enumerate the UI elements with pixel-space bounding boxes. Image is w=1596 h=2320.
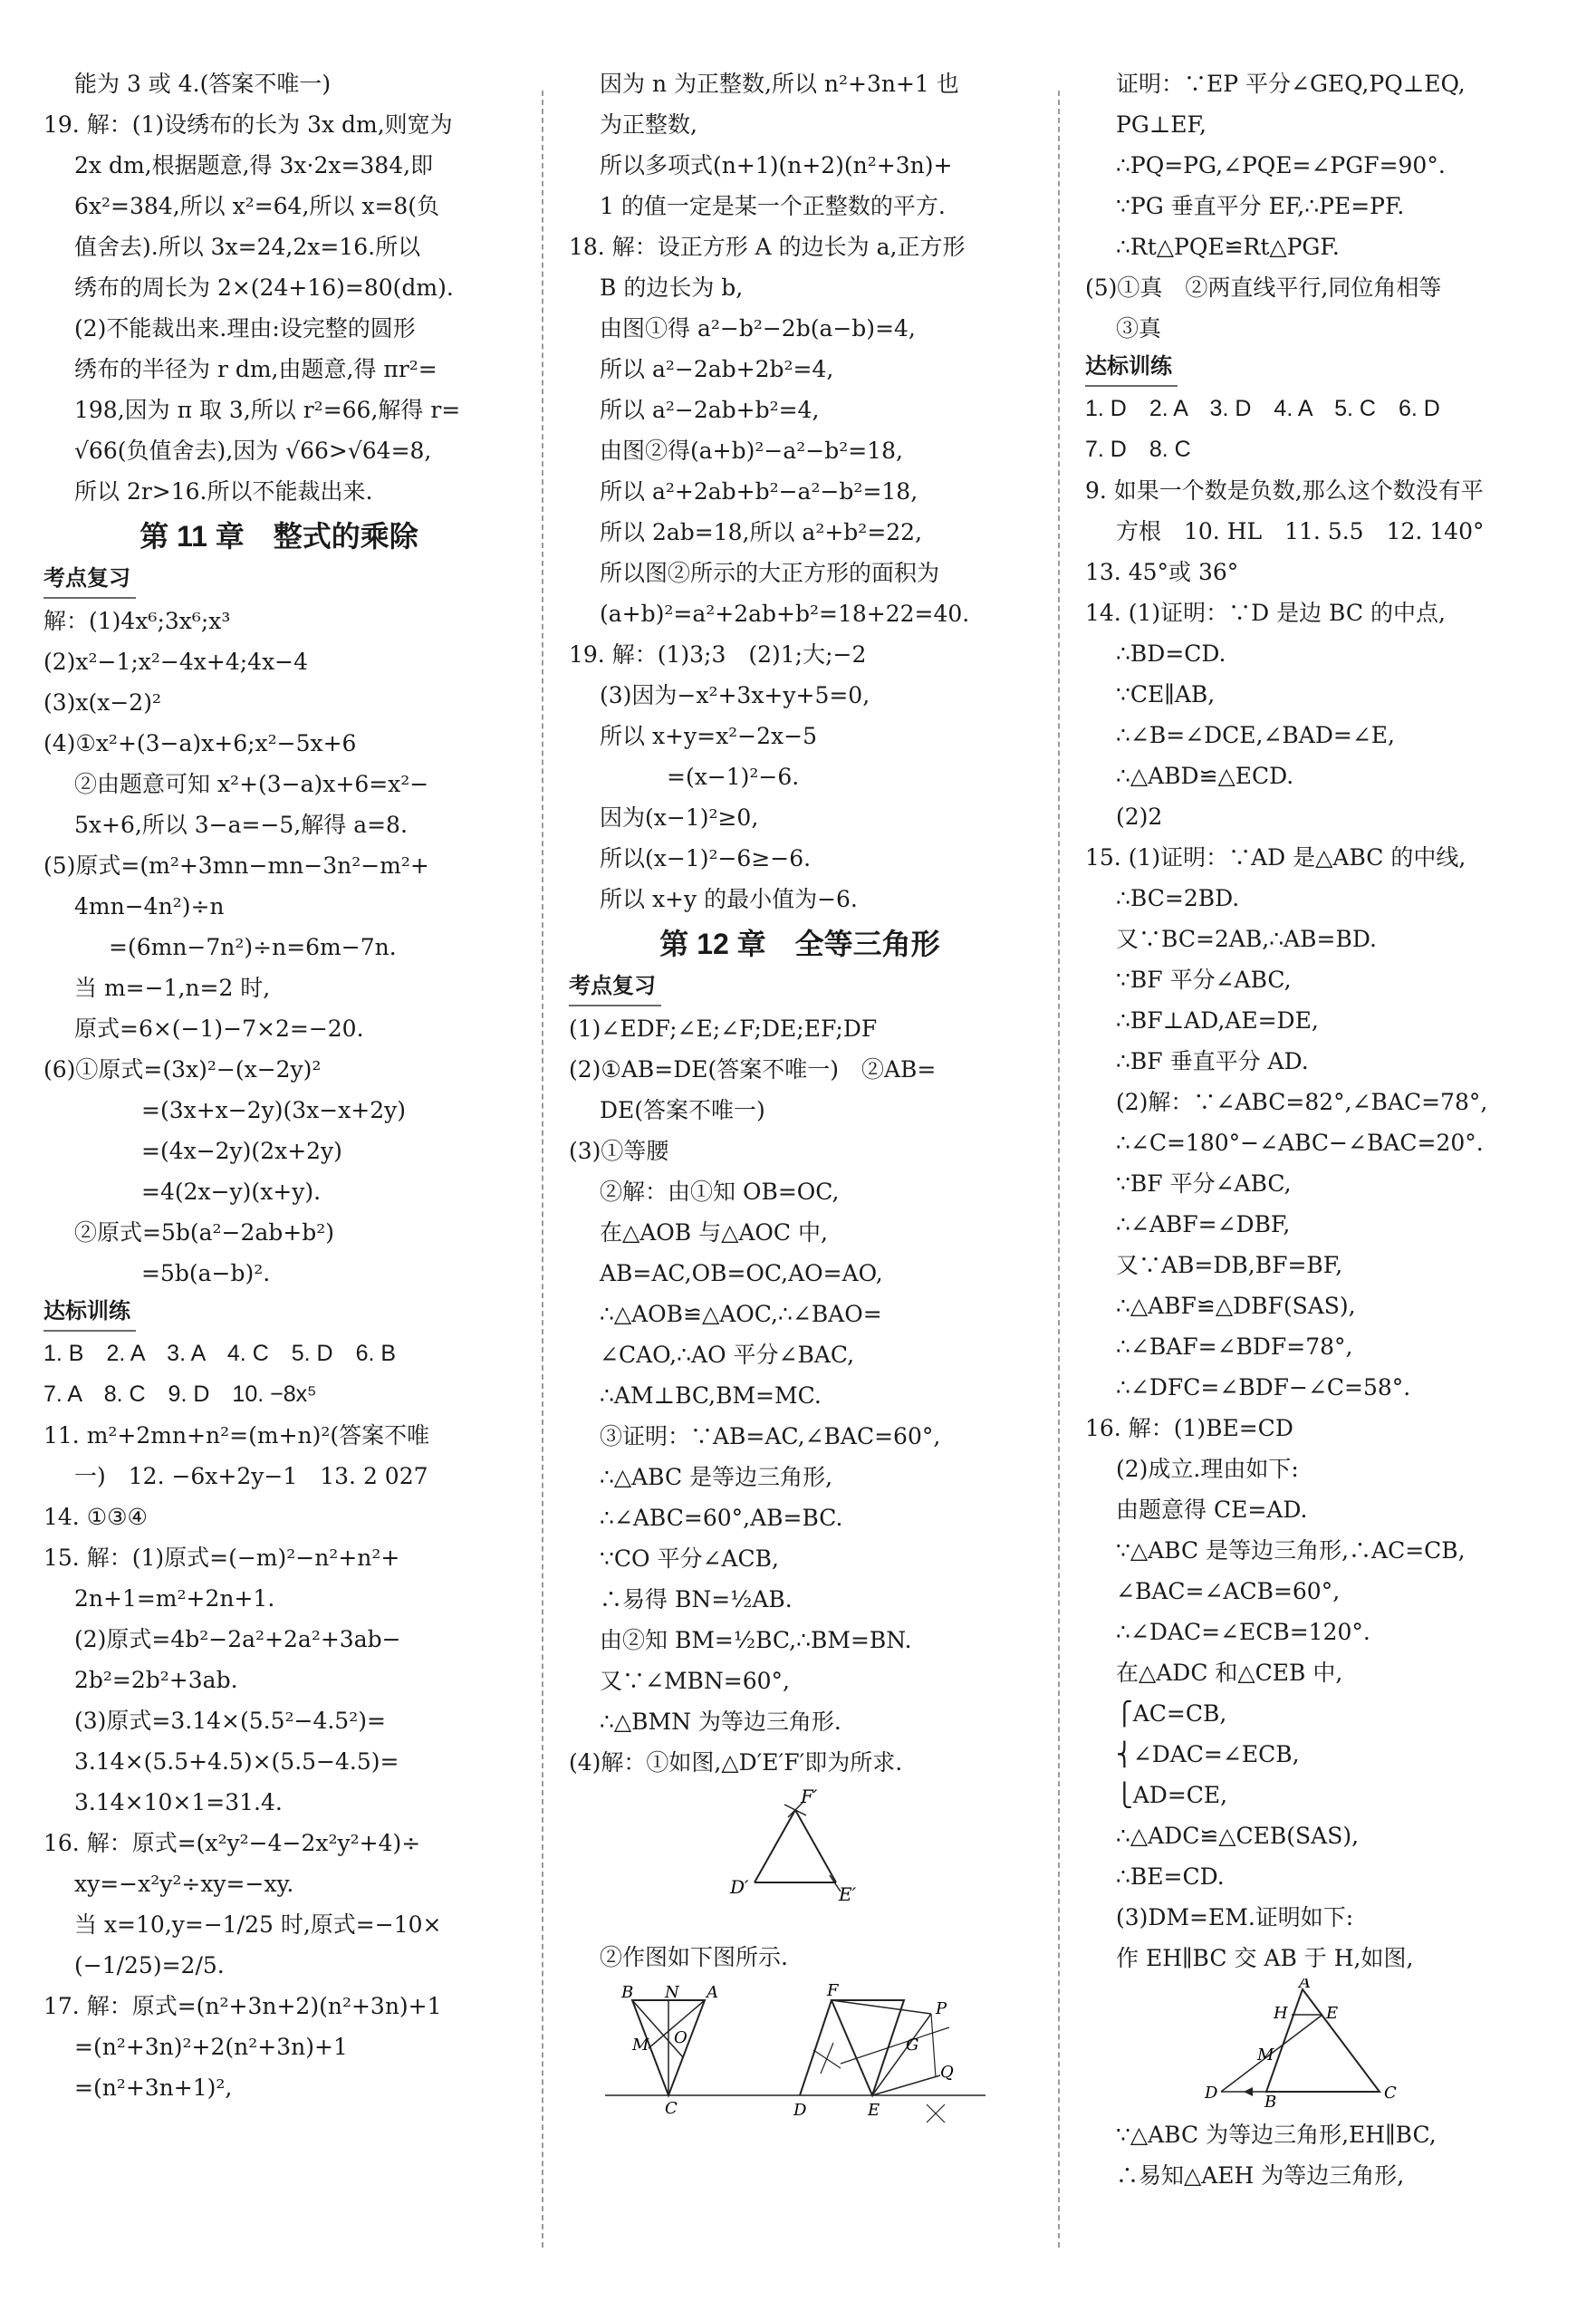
col1-line-24: (6)①原式=(3x)²−(x−2y)² <box>43 1056 322 1083</box>
col3-line-14: ∴BD=CD. <box>1116 640 1226 667</box>
col3-line-37: ∠BAC=∠ACB=60°, <box>1116 1578 1341 1604</box>
column-1 <box>43 63 514 2108</box>
col1-line-36: 15. 解：(1)原式=(−m)²−n²+n²+ <box>43 1545 400 1571</box>
col2-line-37: ∴易得 BN=½AB. <box>600 1586 793 1612</box>
col3-line-21: 又∵BC=2AB,∴AB=BD. <box>1116 926 1377 952</box>
col2-line-6: 由图①得 a²−b²−2b(a−b)=4, <box>600 315 916 342</box>
col2-line-40: ∴△BMN 为等边三角形. <box>600 1709 841 1735</box>
col2-line-3: 1 的值一定是某一个正整数的平方. <box>600 193 946 219</box>
col3-line-45: (3)DM=EM.证明如下: <box>1116 1904 1354 1930</box>
col1-line-23: 原式=6×(−1)−7×2=−20. <box>74 1016 364 1042</box>
col3-line-12: 13. 45°或 36° <box>1085 559 1239 585</box>
col1-line-22: 当 m=−1,n=2 时, <box>74 975 271 1001</box>
col2-line-8: 所以 a²−2ab+b²=4, <box>600 397 820 423</box>
col2-line-14: 19. 解：(1)3;3 (2)1;大;−2 <box>569 641 867 668</box>
label-m: M <box>632 2036 649 2055</box>
col2-line-36: ∵CO 平分∠ACB, <box>600 1545 779 1572</box>
column-2 <box>569 63 1031 2141</box>
col3-line-34: (2)成立.理由如下: <box>1116 1456 1299 1482</box>
label-e-prime: E′ <box>839 1883 857 1905</box>
col2-line-4: 18. 解：设正方形 A 的边长为 a,正方形 <box>569 234 966 260</box>
label-h-fig3: H <box>1274 2004 1288 2023</box>
col3-line-8: 1. D 2. A 3. D 4. A 5. C 6. D <box>1085 396 1440 421</box>
col3-line-13: 14. (1)证明：∵D 是边 BC 的中点, <box>1085 600 1446 626</box>
col1-line-20: 4mn−4n²)÷n <box>74 893 225 919</box>
figure-equilateral-extension <box>1085 1978 1565 2114</box>
column-divider-2 <box>1058 91 1060 2248</box>
col1-line-26: =(4x−2y)(2x+2y) <box>141 1138 342 1164</box>
col3-line-25: (2)解：∵∠ABC=82°,∠BAC=78°, <box>1116 1089 1488 1115</box>
col1-line-18: 5x+6,所以 3−a=−5,解得 a=8. <box>74 812 408 838</box>
col3-line-43: ∴△ADC≌△CEB(SAS), <box>1116 1823 1360 1849</box>
col1-line-35: 14. ①③④ <box>43 1504 148 1530</box>
col2-line-25: DE(答案不唯一) <box>600 1097 765 1123</box>
col3-line-42: ⎩AD=CE, <box>1116 1782 1228 1808</box>
col2-line-11: 所以 2ab=18,所以 a²+b²=22, <box>600 519 923 545</box>
col2-line-18: 因为(x−1)²≥0, <box>600 804 759 831</box>
col3-line-3: ∵PG 垂直平分 EF,∴PE=PF. <box>1116 193 1405 219</box>
col2-line-12: 所以图②所示的大正方形的面积为 <box>600 560 940 586</box>
col1-line-46: (−1/25)=2/5. <box>74 1952 225 1978</box>
col1-line-1: 19. 解：(1)设绣布的长为 3x dm,则宽为 <box>43 111 453 138</box>
col1-line-0: 能为 3 或 4.(答案不唯一) <box>74 71 332 97</box>
col3-line-28: ∴∠ABF=∠DBF, <box>1116 1211 1291 1237</box>
label-d-fig3: D <box>1205 2084 1218 2103</box>
col3-line-36: ∵△ABC 是等边三角形,∴AC=CB, <box>1116 1537 1466 1564</box>
figure-construction <box>569 1978 1031 2141</box>
col1-line-34: 一) 12. −6x+2y−1 13. 2 027 <box>74 1463 428 1489</box>
col2-line-16: 所以 x+y=x²−2x−5 <box>600 723 817 749</box>
column-3 <box>1085 63 1565 2196</box>
col2-line-5: B 的边长为 b, <box>600 274 744 301</box>
col1-line-32: 7. A 8. C 9. D 10. −8x⁵ <box>43 1381 317 1407</box>
label-g: G <box>906 2036 919 2055</box>
col1-line-31: 1. B 2. A 3. A 4. C 5. D 6. B <box>43 1341 397 1366</box>
col1-line-49: =(n²+3n+1)², <box>74 2075 233 2101</box>
col3-line-23: ∴BF⊥AD,AE=DE, <box>1116 1007 1319 1034</box>
col2-line-24: (2)①AB=DE(答案不唯一) ②AB= <box>569 1056 937 1083</box>
col3-line-32: ∴∠DFC=∠BDF−∠C=58°. <box>1116 1374 1411 1401</box>
col2-line-15: (3)因为−x²+3x+y+5=0, <box>600 682 870 708</box>
col3-line-19: 15. (1)证明：∵AD 是△ABC 的中线, <box>1085 844 1466 871</box>
col1-line-17: ②由题意可知 x²+(3−a)x+6=x²− <box>74 771 429 797</box>
col1-line-30: 达标训练 <box>43 1294 136 1332</box>
label-f: F <box>827 1981 839 2000</box>
col3-line-18: (2)2 <box>1116 804 1163 830</box>
col2-line-39: 又∵∠MBN=60°, <box>600 1668 790 1694</box>
col2-line-32: ∴AM⊥BC,BM=MC. <box>600 1382 822 1409</box>
col3-line-35: 由题意得 CE=AD. <box>1116 1497 1308 1523</box>
col1-line-19: (5)原式=(m²+3mn−mn−3n²−m²+ <box>43 852 429 879</box>
col1-line-48: =(n²+3n)²+2(n²+3n)+1 <box>74 2034 348 2060</box>
col3-line-40: ⎧AC=CB, <box>1116 1700 1227 1727</box>
col2-line-28: 在△AOB 与△AOC 中, <box>600 1219 828 1246</box>
col2-line-33: ③证明：∵AB=AC,∠BAC=60°, <box>600 1423 941 1449</box>
col1-line-16: (4)①x²+(3−a)x+6;x²−5x+6 <box>43 730 357 756</box>
col3-line-24: ∴BF 垂直平分 AD. <box>1116 1048 1309 1074</box>
col1-line-41: 3.14×(5.5+4.5)×(5.5−4.5)= <box>74 1748 399 1775</box>
col2-line-10: 所以 a²+2ab+b²−a²−b²=18, <box>600 478 918 505</box>
col1-line-13: 解：(1)4x⁶;3x⁶;x³ <box>43 608 231 634</box>
col3-line-5: (5)①真 ②两直线平行,同位角相等 <box>1085 274 1442 301</box>
col1-line-5: 绣布的周长为 2×(24+16)=80(dm). <box>74 274 454 301</box>
col3-line-11: 方根 10. HL 11. 5.5 12. 140° <box>1116 518 1485 544</box>
col1-line-25: =(3x+x−2y)(3x−x+2y) <box>141 1097 407 1123</box>
col1-line-2: 2x dm,根据题意,得 3x·2x=384,即 <box>74 152 434 178</box>
col2-line-21: 第 12 章 全等三角形 <box>659 928 940 960</box>
col1-line-12: 考点复习 <box>43 561 136 599</box>
col3-line-17: ∴△ABD≌△ECD. <box>1116 763 1294 789</box>
label-o: O <box>674 2028 687 2047</box>
col2-line-2: 所以多项式(n+1)(n+2)(n²+3n)+ <box>600 152 953 178</box>
col3-line-41: ⎨∠DAC=∠ECB, <box>1116 1741 1300 1767</box>
col2-line-23: (1)∠EDF;∠E;∠F;DE;EF;DF <box>569 1016 878 1042</box>
col3-line-1: PG⊥EF, <box>1116 111 1207 138</box>
col3-line-7: 达标训练 <box>1085 349 1178 387</box>
col3-line-6: ③真 <box>1116 315 1162 342</box>
col2-line-19: 所以(x−1)²−6≥−6. <box>600 845 812 871</box>
col3-line-2: ∴PQ=PG,∠PQE=∠PGF=90°. <box>1116 152 1446 178</box>
col3-line-15: ∵CE∥AB, <box>1116 681 1216 708</box>
label-q: Q <box>940 2063 954 2082</box>
col3-line-16: ∴∠B=∠DCE,∠BAD=∠E, <box>1116 722 1395 748</box>
col1-line-7: 绣布的半径为 r dm,由题意,得 πr²= <box>74 356 437 382</box>
col2-line-38: 由②知 BM=½BC,∴BM=BN. <box>600 1627 912 1653</box>
label-b: B <box>621 1983 634 2002</box>
col1-line-42: 3.14×10×1=31.4. <box>74 1789 283 1815</box>
col2-line-26: (3)①等腰 <box>569 1138 669 1164</box>
col3-line-10: 9. 如果一个数是负数,那么这个数没有平 <box>1085 477 1484 504</box>
col1-line-6: (2)不能裁出来.理由:设完整的圆形 <box>74 315 416 342</box>
col3b-line-0: ∵△ABC 为等边三角形,EH∥BC, <box>1116 2122 1437 2148</box>
col2-line-0: 因为 n 为正整数,所以 n²+3n+1 也 <box>600 71 959 97</box>
col3-line-38: ∴∠DAC=∠ECB=120°. <box>1116 1619 1370 1645</box>
column-divider-1 <box>542 91 543 2248</box>
col3-line-33: 16. 解：(1)BE=CD <box>1085 1415 1293 1441</box>
col3-line-44: ∴BE=CD. <box>1116 1863 1225 1890</box>
col2-line-13: (a+b)²=a²+2ab+b²=18+22=40. <box>600 601 970 627</box>
col1-line-15: (3)x(x−2)² <box>43 689 161 716</box>
col1-line-37: 2n+1=m²+2n+1. <box>74 1585 275 1612</box>
col2-line-9: 由图②得(a+b)²−a²−b²=18, <box>600 438 903 464</box>
col1-line-44: xy=−x²y²÷xy=−xy. <box>74 1871 294 1897</box>
col1-line-11: 第 11 章 整式的乘除 <box>139 520 418 553</box>
col3-line-39: 在△ADC 和△CEB 中, <box>1116 1660 1343 1686</box>
col1-line-14: (2)x²−1;x²−4x+4;4x−4 <box>43 649 309 675</box>
col3-line-31: ∴∠BAF=∠BDF=78°, <box>1116 1333 1353 1360</box>
label-a-fig3: A <box>1299 1978 1311 1992</box>
col2-line-41: (4)解：①如图,△D′E′F′即为所求. <box>569 1749 903 1776</box>
label-p: P <box>936 1999 947 2018</box>
col3-line-27: ∵BF 平分∠ABC, <box>1116 1170 1292 1197</box>
col2-line-31: ∠CAO,∴AO 平分∠BAC, <box>600 1342 855 1368</box>
label-d-prime: D′ <box>730 1876 749 1898</box>
col2-line-30: ∴△AOB≌△AOC,∴∠BAO= <box>600 1301 882 1327</box>
col1-line-38: (2)原式=4b²−2a²+2a²+3ab− <box>74 1626 401 1652</box>
col3b-line-1: ∴易知△AEH 为等边三角形, <box>1116 2162 1405 2189</box>
col2-line-7: 所以 a²−2ab+2b²=4, <box>600 356 834 382</box>
col1-line-27: =4(2x−y)(x+y). <box>141 1179 322 1205</box>
col2-line-22: 考点复习 <box>569 968 661 1006</box>
col1-line-4: 值舍去).所以 3x=24,2x=16.所以 <box>74 234 421 260</box>
col2-line-1: 为正整数, <box>600 111 697 138</box>
col1-line-3: 6x²=384,所以 x²=64,所以 x=8(负 <box>74 193 440 219</box>
col1-line-40: (3)原式=3.14×(5.5²−4.5²)= <box>74 1708 386 1734</box>
col1-line-33: 11. m²+2mn+n²=(m+n)²(答案不唯 <box>43 1422 430 1449</box>
col1-line-9: √66(负值舍去),因为 √66>√64=8, <box>74 438 432 464</box>
col3-line-29: 又∵AB=DB,BF=BF, <box>1116 1252 1343 1278</box>
label-e: E <box>868 2101 880 2120</box>
col1-line-21: =(6mn−7n²)÷n=6m−7n. <box>109 934 397 960</box>
label-e-fig3: E <box>1326 2004 1339 2023</box>
col1-line-10: 所以 2r>16.所以不能裁出来. <box>74 478 373 505</box>
col1-line-29: =5b(a−b)². <box>141 1260 271 1286</box>
label-c-fig3: C <box>1384 2084 1397 2103</box>
col1-line-45: 当 x=10,y=−1/25 时,原式=−10× <box>74 1911 442 1938</box>
col2-line-34: ∴△ABC 是等边三角形, <box>600 1464 833 1490</box>
col1-line-28: ②原式=5b(a²−2ab+b²) <box>74 1219 335 1246</box>
col3-line-30: ∴△ABF≌△DBF(SAS), <box>1116 1293 1356 1319</box>
col3-line-46: 作 EH∥BC 交 AB 于 H,如图, <box>1116 1945 1414 1971</box>
col2-line-35: ∴∠ABC=60°,AB=BC. <box>600 1505 843 1531</box>
label-f-prime: F′ <box>801 1786 818 1807</box>
col3-line-4: ∴Rt△PQE≌Rt△PGF. <box>1116 234 1340 260</box>
label-c: C <box>665 2099 678 2118</box>
col2-line-17: =(x−1)²−6. <box>667 764 800 790</box>
figure-triangle-def <box>569 1783 1031 1937</box>
col2-line-20: 所以 x+y 的最小值为−6. <box>600 886 858 912</box>
col1-line-43: 16. 解：原式=(x²y²−4−2x²y²+4)÷ <box>43 1830 421 1856</box>
col1-line-47: 17. 解：原式=(n²+3n+2)(n²+3n)+1 <box>43 1993 442 2019</box>
col1-line-8: 198,因为 π 取 3,所以 r²=66,解得 r= <box>74 397 461 423</box>
col3-line-26: ∴∠C=180°−∠ABC−∠BAC=20°. <box>1116 1130 1484 1156</box>
col3-line-9: 7. D 8. C <box>1085 437 1191 462</box>
col2b-line-0: ②作图如下图所示. <box>600 1944 788 1970</box>
label-b-fig3: B <box>1264 2093 1277 2112</box>
col3-line-20: ∴BC=2BD. <box>1116 885 1240 911</box>
label-a: A <box>707 1983 718 2002</box>
col1-line-39: 2b²=2b²+3ab. <box>74 1667 238 1693</box>
col3-line-0: 证明：∵EP 平分∠GEQ,PQ⊥EQ, <box>1116 71 1466 97</box>
label-d: D <box>793 2101 807 2120</box>
col3-line-22: ∵BF 平分∠ABC, <box>1116 967 1292 993</box>
label-m-fig3: M <box>1257 2046 1274 2065</box>
col2-line-29: AB=AC,OB=OC,AO=AO, <box>600 1260 883 1286</box>
label-n: N <box>665 1983 679 2002</box>
col2-line-27: ②解：由①知 OB=OC, <box>600 1179 840 1205</box>
